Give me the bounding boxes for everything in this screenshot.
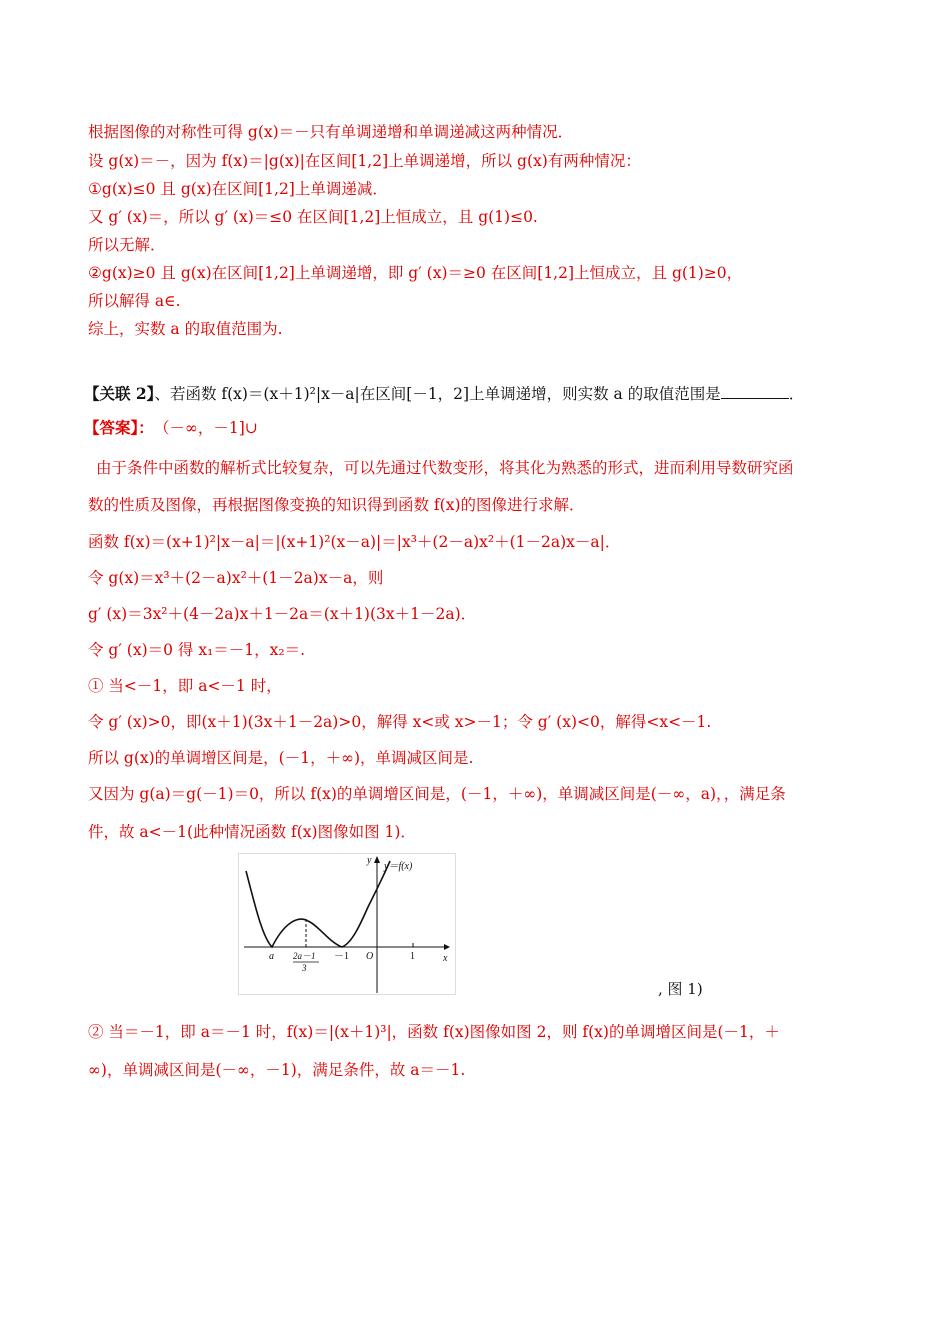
answer-value: （－∞，－1]∪	[161, 419, 258, 437]
answer-blank	[721, 384, 789, 399]
tick-label-mid-numerator: 2a－1	[293, 951, 316, 961]
text-line: ②g(x)≥0 且 g(x)在区间[1,2]上单调递增，即 g′ (x)＝≥0 在区间[1,2]上恒成立，且 g(1)≥0，	[88, 264, 743, 282]
text-line: 综上，实数 a 的取值范围为.	[88, 320, 283, 338]
figure-border	[239, 854, 456, 995]
solution-line: 由于条件中函数的解析式比较复杂，可以先通过代数变形，将其化为熟悉的形式，进而利用导数研究函	[96, 459, 794, 477]
answer-line	[84, 418, 258, 438]
case2-line: ② 当＝－1，即 a＝－1 时，f(x)＝|(x＋1)³|，函数 f(x)图像如图 2，则 f(x)的单调增区间是(－1，＋	[88, 1023, 780, 1041]
tick-label-neg1: －1	[334, 951, 349, 962]
tick-label-mid-denominator: 3	[302, 963, 307, 973]
solution-line: 件，故 a<－1(此种情况函数 f(x)图像如图 1)．	[88, 823, 416, 841]
question-end: ．	[788, 385, 805, 403]
related-question	[84, 384, 804, 404]
figure-caption: , 图 1)	[658, 980, 703, 998]
y-axis-label: y	[367, 855, 372, 866]
solution-line: 数的性质及图像，再根据图像变换的知识得到函数 f(x)的图像进行求解．	[88, 496, 585, 514]
solution-line: 又因为 g(a)＝g(－1)＝0，所以 f(x)的单调增区间是，(－1，＋∞)，单调减区间是(－∞，a)，，满足条	[88, 785, 786, 803]
text-line: 所以解得 a∈.	[88, 292, 181, 310]
case2-line: ∞)，单调减区间是(－∞，－1)，满足条件，故 a＝－1.	[88, 1061, 466, 1079]
text-line: ①g(x)≤0 且 g(x)在区间[1,2]上单调递减．	[88, 180, 388, 198]
solution-line: 令 g′ (x)＝0 得 x₁＝－1，x₂＝.	[88, 641, 306, 659]
question-text: 、若函数 f(x)＝(x＋1)²|x－a|在区间[－1，2]上单调递增，则实数 a 的取值范围是	[154, 385, 721, 403]
solution-line: ① 当<－1，即 a<－1 时，	[88, 677, 282, 695]
curve-label: y＝f(x)	[384, 861, 413, 872]
solution-line: 令 g′ (x)>0，即(x＋1)(3x＋1－2a)>0，解得 x<或 x>－1；令 g′ (x)<0，解得<x<－1.	[88, 713, 712, 731]
solution-line: 令 g(x)＝x³＋(2－a)x²＋(1－2a)x－a，则	[88, 569, 384, 587]
solution-line: g′ (x)＝3x²＋(4－2a)x＋1－2a＝(x＋1)(3x＋1－2a)．	[88, 605, 477, 623]
tick-label-1: 1	[410, 951, 415, 962]
origin-label: O	[366, 951, 374, 962]
text-line: 所以无解．	[88, 236, 166, 254]
text-line: 又 g′ (x)＝，所以 g′ (x)＝≤0 在区间[1,2]上恒成立，且 g(1)≤0.	[88, 208, 538, 226]
tick-label-a: a	[269, 951, 274, 962]
answer-tag: 【答案】：	[84, 418, 154, 437]
text-line: 设 g(x)＝－，因为 f(x)＝|g(x)|在区间[1,2]上单调递增，所以 g(x)有两种情况：	[88, 152, 641, 170]
x-axis-label: x	[443, 953, 448, 964]
related-tag: 【关联 2】	[84, 384, 155, 403]
text-line: 根据图像的对称性可得 g(x)＝－只有单调递增和单调递减这两种情况．	[88, 123, 574, 141]
function-graph-figure	[238, 853, 456, 995]
solution-line: 函数 f(x)＝(x+1)²|x－a|＝|(x+1)²(x－a)|＝|x³＋(2－a)x²＋(1－2a)x－a|．	[88, 533, 621, 551]
solution-line: 所以 g(x)的单调增区间是，(－1，＋∞)，单调减区间是.	[88, 749, 474, 767]
